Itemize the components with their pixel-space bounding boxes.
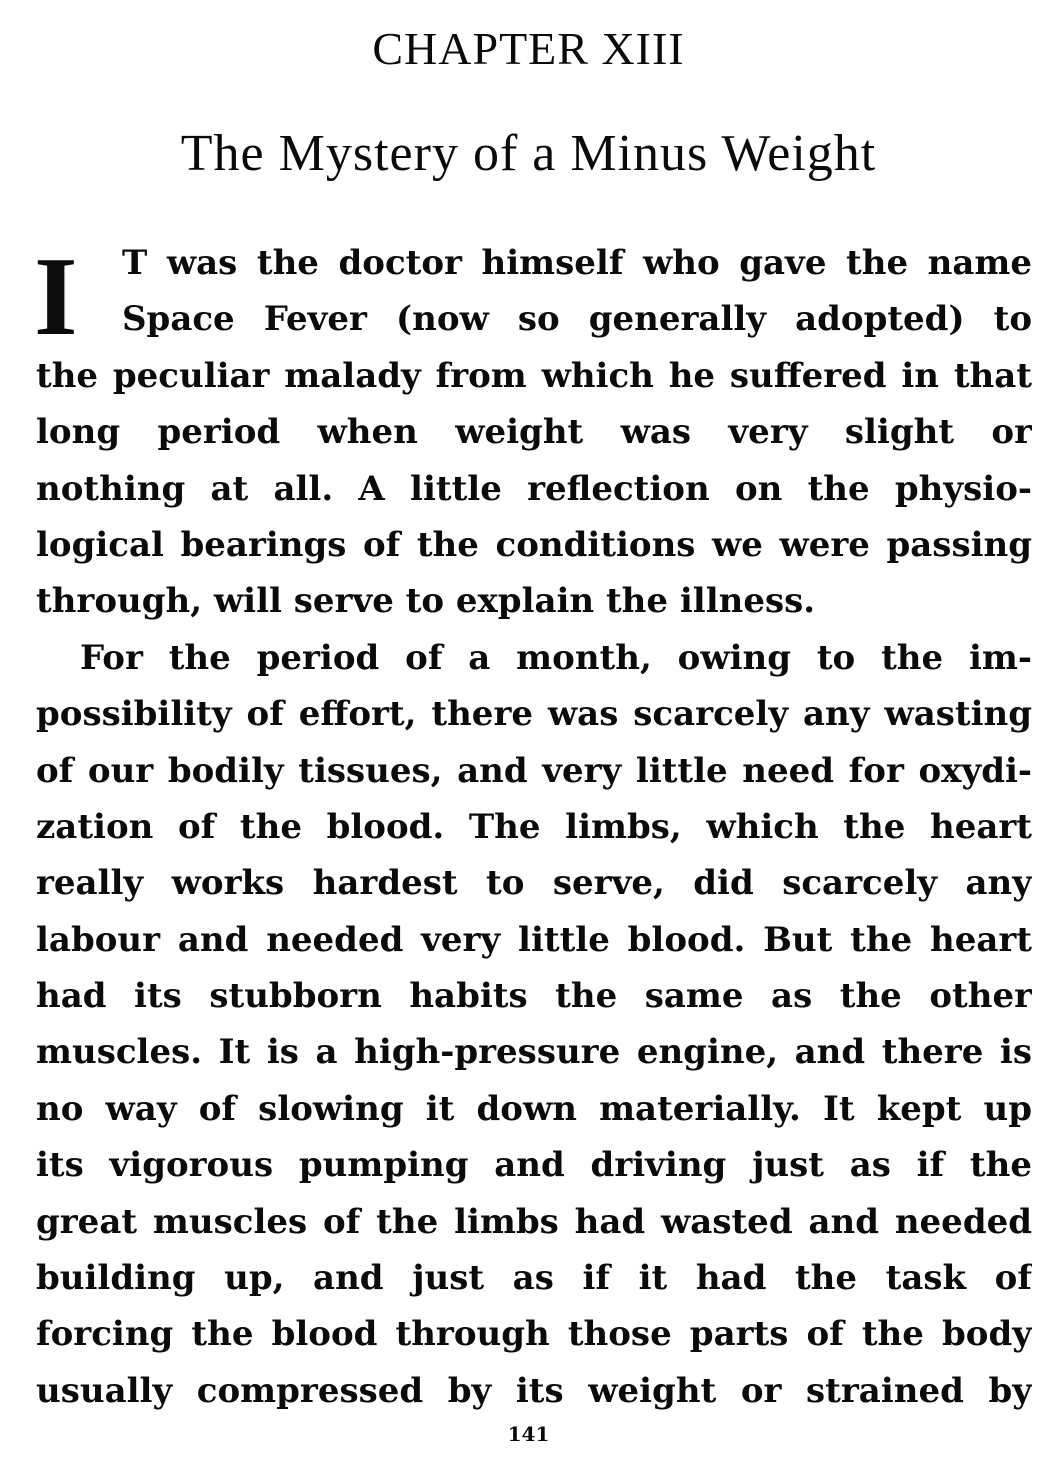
text-line: Space Fever (now so generally adopted) to: [122, 299, 1032, 340]
text-line: had its stubborn habits the same as the other: [36, 976, 1032, 1017]
text-line: forcing the blood through those parts of the body: [36, 1314, 1032, 1355]
text-line: its vigorous pumping and driving just as if the: [36, 1145, 1032, 1186]
body-text: [36, 235, 1032, 1419]
text-line: no way of slowing it down materially. It kept up: [36, 1088, 1032, 1129]
text-line: of our bodily tissues, and very little need for oxydi-: [36, 750, 1032, 791]
text-line: through, will serve to explain the illness.: [36, 581, 816, 622]
text-line: nothing at all. A little reflection on the physio-: [36, 468, 1032, 509]
text-line: T was the doctor himself who gave the name: [122, 243, 1032, 283]
text-line: building up, and just as if it had the task of: [36, 1258, 1032, 1299]
text-line: logical bearings of the conditions we were passing: [36, 524, 1032, 565]
chapter-heading: CHAPTER XIII: [372, 23, 685, 74]
text-line: really works hardest to serve, did scarcely any: [36, 863, 1032, 904]
text-line: the peculiar malady from which he suffered in that: [36, 355, 1032, 396]
text-line: muscles. It is a high-pressure engine, and there is: [36, 1032, 1032, 1073]
drop-cap: I: [34, 235, 78, 359]
chapter-title: The Mystery of a Minus Weight: [180, 125, 877, 182]
text-line: usually compressed by its weight or strained by: [36, 1370, 1032, 1411]
text-line: great muscles of the limbs had wasted and needed: [36, 1201, 1032, 1242]
text-line: zation of the blood. The limbs, which the heart: [36, 806, 1032, 847]
text-line: possibility of effort, there was scarcely any wasting: [36, 694, 1032, 735]
text-line: For the period of a month, owing to the im-: [80, 637, 1032, 678]
text-line: labour and needed very little blood. But the heart: [36, 919, 1032, 960]
text-line: long period when weight was very slight or: [36, 412, 1032, 453]
page-number: 141: [507, 1422, 550, 1446]
